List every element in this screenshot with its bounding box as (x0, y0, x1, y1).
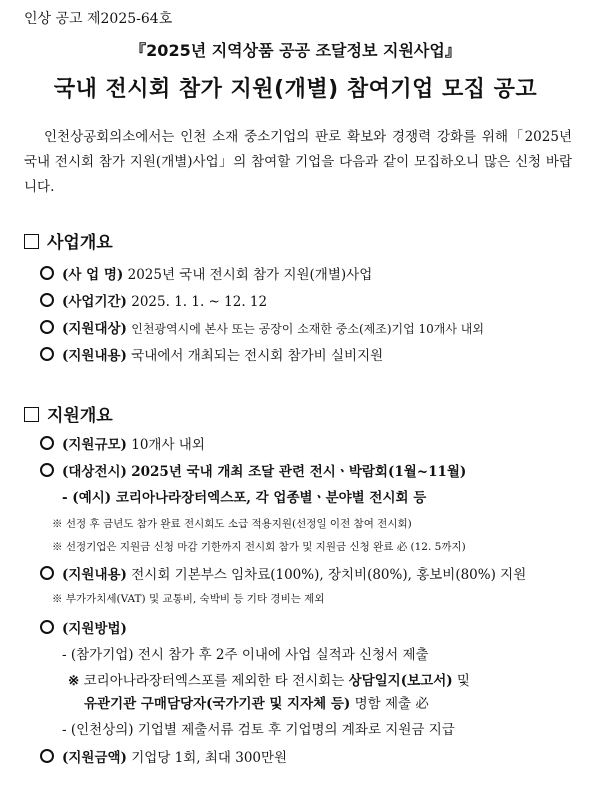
circle-bullet-icon (40, 463, 54, 477)
list-item (40, 617, 127, 637)
list-item (40, 290, 267, 310)
item-value: 국내에서 개최되는 전시회 참가비 실비지원 (131, 348, 384, 364)
list-item (40, 563, 526, 583)
list-item (40, 433, 205, 453)
item-value: 기업당 1회, 최대 300만원 (131, 750, 288, 766)
program-title: 『2025년 지역상품 공공 조달정보 지원사업』 (130, 41, 461, 60)
circle-bullet-icon (40, 320, 54, 334)
section-heading-support-overview (24, 401, 113, 426)
method-step: - (참가기업) 전시 참가 후 2주 이내에 사업 실적과 신청서 제출 (62, 647, 429, 663)
section-heading-business-overview (24, 228, 113, 253)
circle-bullet-icon (40, 620, 54, 634)
page-title: 국내 전시회 참가 지원(개별) 참여기업 모집 공고 (53, 77, 538, 102)
method-note-line1: ※ 코리아나라장터엑스포를 제외한 타 전시회는 상담일지(보고서) 및 (68, 673, 470, 689)
note-text: ※ 선정기업은 지원금 신청 마감 기한까지 전시회 참가 및 지원금 신청 완료 必 (12. 5까지) (52, 541, 466, 553)
item-value: 10개사 내외 (131, 437, 205, 453)
item-label: (대상전시) (62, 464, 127, 480)
note-text: ※ 선정 후 금년도 참가 완료 전시회도 소급 적용지원(선정일 이전 참여 전시회) (52, 518, 412, 530)
item-value: 인천광역시에 본사 또는 공장이 소재한 중소(제조)기업 10개사 내외 (131, 322, 484, 336)
item-label: (사 업 명) (62, 267, 124, 283)
target-example: - (예시) 코리아나라장터엑스포, 각 업종별ㆍ분야별 전시회 등 (62, 490, 427, 506)
item-label: (사업기간) (62, 294, 127, 310)
item-label: (지원내용) (62, 348, 127, 364)
circle-bullet-icon (40, 293, 54, 307)
notice-number: 인상 공고 제2025-64호 (24, 11, 173, 27)
list-item (40, 263, 372, 283)
item-label: (지원규모) (62, 437, 127, 453)
item-label: (지원내용) (62, 567, 127, 583)
item-label: (지원방법) (62, 621, 127, 637)
item-label: (지원대상) (62, 321, 127, 337)
section-title: 사업개요 (47, 233, 113, 253)
method-note-line2: 유관기관 구매담당자(국가기관 및 지자체 등) 명함 제출 必 (84, 696, 429, 712)
section-title: 지원개요 (47, 406, 113, 426)
circle-bullet-icon (40, 436, 54, 450)
list-item (40, 460, 466, 480)
circle-bullet-icon (40, 266, 54, 280)
circle-bullet-icon (40, 749, 54, 763)
intro-text: 인천상공회의소에서는 인천 소재 중소기업의 판로 확보와 경쟁력 강화를 위해「2025년 국내 전시회 참가 지원(개별)사업」의 참여할 기업을 다음과 같이 모집하오니 많은 신청 바랍니다. (24, 129, 572, 195)
checkbox-square-icon (24, 234, 39, 249)
circle-bullet-icon (40, 347, 54, 361)
item-label: (지원금액) (62, 750, 127, 766)
item-value: 2025. 1. 1. ~ 12. 12 (131, 294, 268, 310)
checkbox-square-icon (24, 407, 39, 422)
circle-bullet-icon (40, 566, 54, 580)
item-value: 2025년 국내 개최 조달 관련 전시ㆍ박람회(1월~11월) (131, 464, 467, 480)
item-value: 2025년 국내 전시회 참가 지원(개별)사업 (127, 267, 373, 283)
item-value: 전시회 기본부스 임차료(100%), 장치비(80%), 홍보비(80%) 지원 (131, 567, 527, 583)
intro-paragraph (24, 125, 572, 200)
method-step: - (인천상의) 기업별 제출서류 검토 후 기업명의 계좌로 지원금 지급 (62, 722, 455, 738)
list-item (40, 746, 287, 766)
list-item (40, 344, 383, 364)
list-item (40, 317, 484, 337)
note-text: ※ 부가가치세(VAT) 및 교통비, 숙박비 등 기타 경비는 제외 (52, 593, 325, 605)
